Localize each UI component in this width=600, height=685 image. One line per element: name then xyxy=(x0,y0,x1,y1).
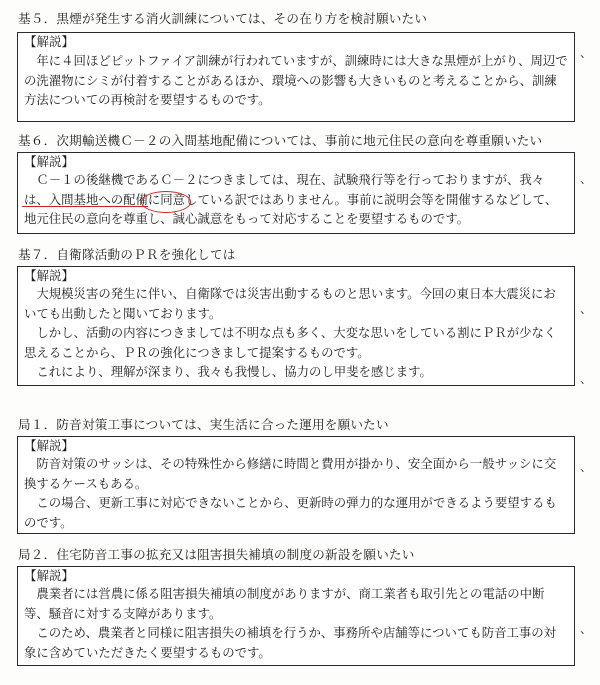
explanation-paragraph: 防音対策のサッシは、その特殊性から修繕に時間と費用が掛かり、安全面から一般サッシに交換するケースもある。 xyxy=(24,456,557,491)
explanation-box xyxy=(17,266,575,386)
margin-mark: 、 xyxy=(580,372,593,386)
explanation-box xyxy=(17,436,575,534)
section-heading: 基７．自衛隊活動のＰＲを強化しては xyxy=(18,247,236,262)
explanation-label: 【解説】 xyxy=(24,268,75,283)
explanation-label: 【解説】 xyxy=(24,568,75,583)
section-heading: 局１．防音対策工事については、実生活に合った運用を願いたい xyxy=(18,417,389,432)
margin-mark: 、 xyxy=(580,460,593,474)
section-heading: 局２．住宅防音工事の拡充又は阻害損失補填の制度の新設を願いたい xyxy=(18,547,415,562)
explanation-label: 【解説】 xyxy=(24,154,75,169)
red-underline-annotation xyxy=(22,206,148,207)
margin-mark: 、 xyxy=(580,172,593,186)
margin-mark: 、 xyxy=(580,302,593,316)
explanation-box xyxy=(17,152,575,234)
explanation-paragraph: この場合、更新工事に対応できないことから、更新時の弾力的な運用ができるよう要望するものです。 xyxy=(24,495,557,530)
explanation-paragraph: Ｃ－１の後継機であるＣ－２につきましては、現在、試験飛行等を行っておりますが、我々は、入間基地への配備に同意している訳ではありません。事前に説明会等を開催するなどして、地元住民の意向を尊重し、誠心誠意をもって対応することを要望するものです。 xyxy=(24,172,558,226)
explanation-box xyxy=(17,566,575,666)
explanation-paragraph: これにより、理解が深まり、我々も我慢し、協力のし甲斐を感じます。 xyxy=(24,364,432,379)
explanation-paragraph: しかし、活動の内容につきましては不明な点も多く、大変な思いをしている割にＰＲが少なく思えることから、ＰＲの強化につきまして提案するものです。 xyxy=(24,325,557,360)
explanation-box xyxy=(17,32,575,122)
explanation-paragraph: 農業者には営農に係る阻害損失補填の制度がありますが、商工業者も取引先との電話の中断等、騒音に対する支障があります。 xyxy=(24,586,545,621)
explanation-paragraph: このため、農業者と同様に阻害損失の補填を行うか、事務所や店舗等についても防音工事の対象に含めていただきたく要望するものです。 xyxy=(24,625,557,660)
explanation-label: 【解説】 xyxy=(24,34,75,49)
margin-mark: 、 xyxy=(580,622,593,636)
red-circle-annotation xyxy=(141,191,191,213)
section-heading: 基６．次期輸送機Ｃ－２の入間基地配備については、事前に地元住民の意向を尊重願いたい xyxy=(18,133,543,148)
explanation-paragraph: 大規模災害の発生に伴い、自衛隊では災害出動するものと思います。今回の東日本大震災においても出動したと聞いております。 xyxy=(24,286,556,321)
explanation-paragraph: 年に４回ほどピットファイア訓練が行われていますが、訓練時には大きな黒煙が上がり、周辺での洗濯物にシミが付着することがあるほか、環境への影響も大きいものと考えることから、訓練方法についての再検討を要望するものです。 xyxy=(24,53,568,107)
margin-mark: 、 xyxy=(580,46,593,60)
section-heading: 基５．黒煙が発生する消火訓練については、その在り方を検討願いたい xyxy=(18,11,428,26)
explanation-label: 【解説】 xyxy=(24,438,75,453)
